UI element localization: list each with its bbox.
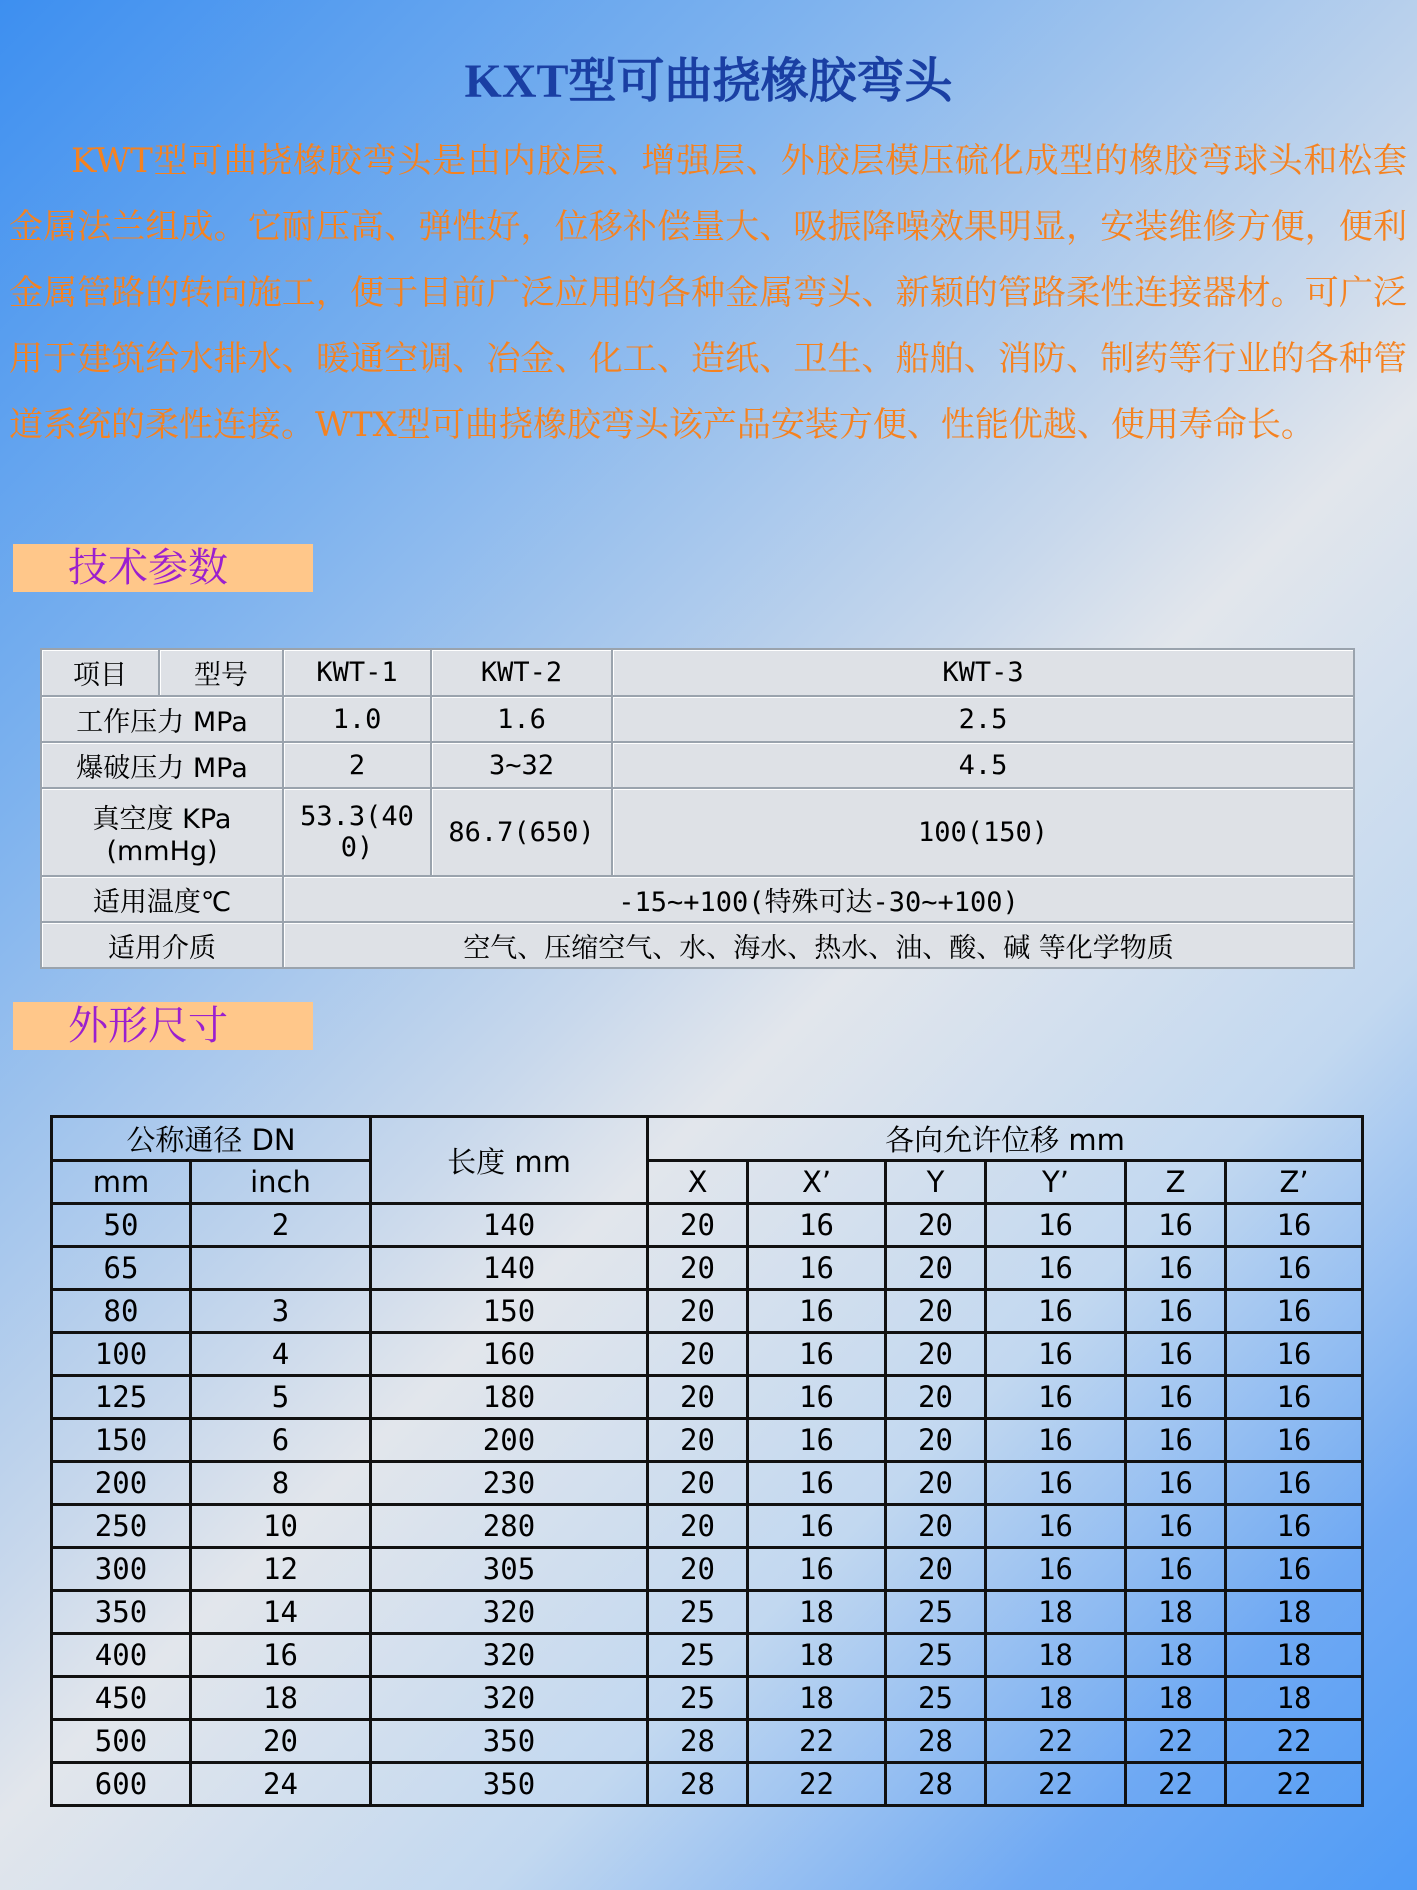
table-cell: 16 xyxy=(986,1247,1126,1290)
table-cell: 22 xyxy=(748,1763,886,1806)
table-cell: 16 xyxy=(986,1290,1126,1333)
table-row xyxy=(52,1290,1363,1333)
table-cell: 28 xyxy=(886,1763,986,1806)
table-cell: 18 xyxy=(748,1634,886,1677)
table-row xyxy=(52,1247,1363,1290)
table-cell: 20 xyxy=(648,1419,748,1462)
table-row xyxy=(52,1462,1363,1505)
table-cell: 16 xyxy=(1226,1290,1363,1333)
table-cell: 20 xyxy=(886,1548,986,1591)
table-cell: 16 xyxy=(748,1376,886,1419)
tech-cell: 100(150) xyxy=(612,788,1354,876)
table-cell: 16 xyxy=(1126,1290,1226,1333)
table-cell: 22 xyxy=(986,1763,1126,1806)
table-cell: 25 xyxy=(648,1591,748,1634)
table-cell: 22 xyxy=(1126,1763,1226,1806)
intro-paragraph: KWT型可曲挠橡胶弯头是由内胶层、增强层、外胶层模压硫化成型的橡胶弯球头和松套金属法兰组成。它耐压高、弹性好，位移补偿量大、吸振降噪效果明显，安装维修方便，便利金属管路的转向施工，便于目前广泛应用的各种金属弯头、新颖的管路柔性连接器材。可广泛用于建筑给水排水、暖通空调、冶金、化工、造纸、卫生、船舶、消防、制药等行业的各种管道系统的柔性连接。WTX型可曲挠橡胶弯头该产品安装方便、性能优越、使用寿命长。 xyxy=(9,141,1407,445)
table-cell: 160 xyxy=(371,1333,648,1376)
section-label-dims: 外形尺寸 xyxy=(13,1002,313,1050)
table-cell: 20 xyxy=(886,1333,986,1376)
table-cell: 320 xyxy=(371,1634,648,1677)
table-cell: 25 xyxy=(886,1677,986,1720)
table-cell: 100 xyxy=(52,1333,191,1376)
table-cell: 20 xyxy=(648,1290,748,1333)
table-cell: 20 xyxy=(648,1333,748,1376)
table-cell: 16 xyxy=(748,1462,886,1505)
table-cell: 16 xyxy=(1226,1462,1363,1505)
table-cell: 16 xyxy=(1226,1419,1363,1462)
dims-header-mm: mm xyxy=(52,1161,191,1204)
tech-header-item: 项目 xyxy=(41,649,159,696)
dims-header-length: 长度 mm xyxy=(371,1117,648,1204)
table-cell: 16 xyxy=(1226,1505,1363,1548)
table-cell: 4 xyxy=(191,1333,371,1376)
table-cell: 12 xyxy=(191,1548,371,1591)
table-row xyxy=(52,1591,1363,1634)
table-cell: 20 xyxy=(648,1548,748,1591)
table-row xyxy=(52,1763,1363,1806)
tech-vacuum-value-line1: 53.3(40 xyxy=(300,801,414,832)
tech-model: KWT-3 xyxy=(612,649,1354,696)
table-cell: 305 xyxy=(371,1548,648,1591)
table-cell: 18 xyxy=(191,1677,371,1720)
table-cell: 230 xyxy=(371,1462,648,1505)
table-cell: 20 xyxy=(886,1419,986,1462)
table-cell: 20 xyxy=(648,1505,748,1548)
table-cell: 400 xyxy=(52,1634,191,1677)
table-cell: 200 xyxy=(371,1419,648,1462)
table-cell: 16 xyxy=(1126,1505,1226,1548)
table-cell: 8 xyxy=(191,1462,371,1505)
table-cell: 22 xyxy=(748,1720,886,1763)
tech-row-label: 工作压力 MPa xyxy=(41,696,283,742)
tech-model: KWT-1 xyxy=(283,649,431,696)
table-cell: 25 xyxy=(886,1591,986,1634)
table-cell: 16 xyxy=(748,1548,886,1591)
table-cell: 18 xyxy=(748,1591,886,1634)
tech-header-model: 型号 xyxy=(159,649,283,696)
table-cell: 16 xyxy=(1126,1376,1226,1419)
table-cell: 20 xyxy=(886,1376,986,1419)
dims-header-dn: 公称通径 DN xyxy=(52,1117,371,1161)
table-cell: 350 xyxy=(52,1591,191,1634)
table-cell: 20 xyxy=(886,1462,986,1505)
table-cell: 140 xyxy=(371,1247,648,1290)
dims-header-z-prime: Z’ xyxy=(1226,1161,1363,1204)
tech-cell: 4.5 xyxy=(612,742,1354,788)
table-cell: 6 xyxy=(191,1419,371,1462)
table-cell: 150 xyxy=(52,1419,191,1462)
dims-header-inch: inch xyxy=(191,1161,371,1204)
table-cell: 320 xyxy=(371,1591,648,1634)
tech-cell-medium: 空气、压缩空气、水、海水、热水、油、酸、碱 等化学物质 xyxy=(283,922,1354,968)
table-cell: 180 xyxy=(371,1376,648,1419)
table-cell: 22 xyxy=(1226,1720,1363,1763)
tech-cell: 2 xyxy=(283,742,431,788)
tech-row-label: 适用介质 xyxy=(41,922,283,968)
table-cell: 200 xyxy=(52,1462,191,1505)
table-cell: 300 xyxy=(52,1548,191,1591)
dims-header-x: X xyxy=(648,1161,748,1204)
table-row xyxy=(52,1548,1363,1591)
table-cell: 22 xyxy=(1126,1720,1226,1763)
table-cell: 16 xyxy=(748,1290,886,1333)
dims-header-displacement: 各向允许位移 mm xyxy=(648,1117,1363,1161)
table-cell: 18 xyxy=(1226,1677,1363,1720)
table-cell: 450 xyxy=(52,1677,191,1720)
table-cell: 16 xyxy=(986,1333,1126,1376)
table-cell: 20 xyxy=(191,1720,371,1763)
table-cell: 280 xyxy=(371,1505,648,1548)
table-cell: 14 xyxy=(191,1591,371,1634)
table-row xyxy=(52,1505,1363,1548)
tech-vacuum-label: 真空度 KPa xyxy=(92,804,232,835)
table-cell: 16 xyxy=(1126,1548,1226,1591)
table-cell: 20 xyxy=(886,1505,986,1548)
tech-cell: 1.0 xyxy=(283,696,431,742)
table-cell: 16 xyxy=(1126,1247,1226,1290)
table-cell: 28 xyxy=(648,1763,748,1806)
table-cell: 5 xyxy=(191,1376,371,1419)
table-cell: 16 xyxy=(986,1548,1126,1591)
table-cell: 25 xyxy=(648,1677,748,1720)
table-cell: 25 xyxy=(648,1634,748,1677)
table-cell: 125 xyxy=(52,1376,191,1419)
table-cell: 16 xyxy=(1226,1204,1363,1247)
table-cell: 16 xyxy=(986,1462,1126,1505)
table-row xyxy=(52,1376,1363,1419)
table-cell: 16 xyxy=(748,1505,886,1548)
tech-model: KWT-2 xyxy=(431,649,612,696)
table-cell: 16 xyxy=(986,1505,1126,1548)
table-cell: 16 xyxy=(986,1204,1126,1247)
table-cell: 320 xyxy=(371,1677,648,1720)
table-cell: 20 xyxy=(648,1376,748,1419)
table-cell: 18 xyxy=(1226,1634,1363,1677)
table-cell: 18 xyxy=(1126,1677,1226,1720)
table-cell: 28 xyxy=(648,1720,748,1763)
tech-params-table xyxy=(40,648,1355,969)
table-cell: 16 xyxy=(1126,1333,1226,1376)
table-cell: 65 xyxy=(52,1247,191,1290)
tech-row-label: 适用温度℃ xyxy=(41,876,283,922)
table-cell xyxy=(191,1247,371,1290)
table-cell: 22 xyxy=(986,1720,1126,1763)
table-cell: 18 xyxy=(1226,1591,1363,1634)
table-cell: 16 xyxy=(1226,1333,1363,1376)
tech-cell: 86.7(650) xyxy=(431,788,612,876)
table-cell: 18 xyxy=(986,1677,1126,1720)
table-cell: 20 xyxy=(886,1247,986,1290)
tech-cell-temp: -15~+100(特殊可达-30~+100) xyxy=(283,876,1354,922)
table-cell: 20 xyxy=(648,1462,748,1505)
table-cell: 250 xyxy=(52,1505,191,1548)
table-row xyxy=(52,1720,1363,1763)
tech-vacuum-value-line2: 0) xyxy=(340,832,374,863)
dims-header-y: Y xyxy=(886,1161,986,1204)
table-cell: 16 xyxy=(191,1634,371,1677)
table-cell: 80 xyxy=(52,1290,191,1333)
table-cell: 3 xyxy=(191,1290,371,1333)
table-cell: 25 xyxy=(886,1634,986,1677)
table-cell: 20 xyxy=(886,1204,986,1247)
dimensions-table xyxy=(50,1115,1364,1807)
tech-cell: 2.5 xyxy=(612,696,1354,742)
table-cell: 18 xyxy=(748,1677,886,1720)
table-cell: 16 xyxy=(748,1333,886,1376)
table-cell: 16 xyxy=(986,1376,1126,1419)
table-cell: 18 xyxy=(986,1634,1126,1677)
dims-header-x-prime: X’ xyxy=(748,1161,886,1204)
table-cell: 150 xyxy=(371,1290,648,1333)
table-cell: 16 xyxy=(1126,1462,1226,1505)
table-cell: 16 xyxy=(1226,1376,1363,1419)
table-cell: 18 xyxy=(986,1591,1126,1634)
dims-header-z: Z xyxy=(1126,1161,1226,1204)
dims-header-y-prime: Y’ xyxy=(986,1161,1126,1204)
table-cell: 18 xyxy=(1126,1634,1226,1677)
table-cell: 350 xyxy=(371,1763,648,1806)
table-cell: 140 xyxy=(371,1204,648,1247)
table-cell: 16 xyxy=(1126,1419,1226,1462)
table-cell: 16 xyxy=(1226,1247,1363,1290)
table-cell: 16 xyxy=(1226,1548,1363,1591)
table-row xyxy=(52,1333,1363,1376)
table-row xyxy=(52,1419,1363,1462)
table-cell: 2 xyxy=(191,1204,371,1247)
table-cell: 50 xyxy=(52,1204,191,1247)
table-cell: 16 xyxy=(748,1247,886,1290)
table-row xyxy=(52,1677,1363,1720)
table-cell: 600 xyxy=(52,1763,191,1806)
page-title: KXT型可曲挠橡胶弯头 xyxy=(464,55,953,108)
table-cell: 28 xyxy=(886,1720,986,1763)
table-cell: 16 xyxy=(748,1419,886,1462)
tech-row-label: 爆破压力 MPa xyxy=(41,742,283,788)
table-cell: 16 xyxy=(986,1419,1126,1462)
table-cell: 16 xyxy=(748,1204,886,1247)
tech-cell-vacuum-1 xyxy=(283,788,431,876)
tech-cell: 1.6 xyxy=(431,696,612,742)
table-cell: 16 xyxy=(1126,1204,1226,1247)
table-cell: 22 xyxy=(1226,1763,1363,1806)
table-row xyxy=(52,1204,1363,1247)
table-cell: 10 xyxy=(191,1505,371,1548)
table-cell: 18 xyxy=(1126,1591,1226,1634)
table-cell: 20 xyxy=(648,1204,748,1247)
table-cell: 24 xyxy=(191,1763,371,1806)
table-cell: 20 xyxy=(648,1247,748,1290)
tech-vacuum-unit: (mmHg) xyxy=(106,836,218,867)
table-cell: 20 xyxy=(886,1290,986,1333)
tech-row-label-vacuum xyxy=(41,788,283,876)
tech-cell: 3~32 xyxy=(431,742,612,788)
table-row xyxy=(52,1634,1363,1677)
table-cell: 350 xyxy=(371,1720,648,1763)
section-label-tech: 技术参数 xyxy=(13,544,313,592)
table-cell: 500 xyxy=(52,1720,191,1763)
